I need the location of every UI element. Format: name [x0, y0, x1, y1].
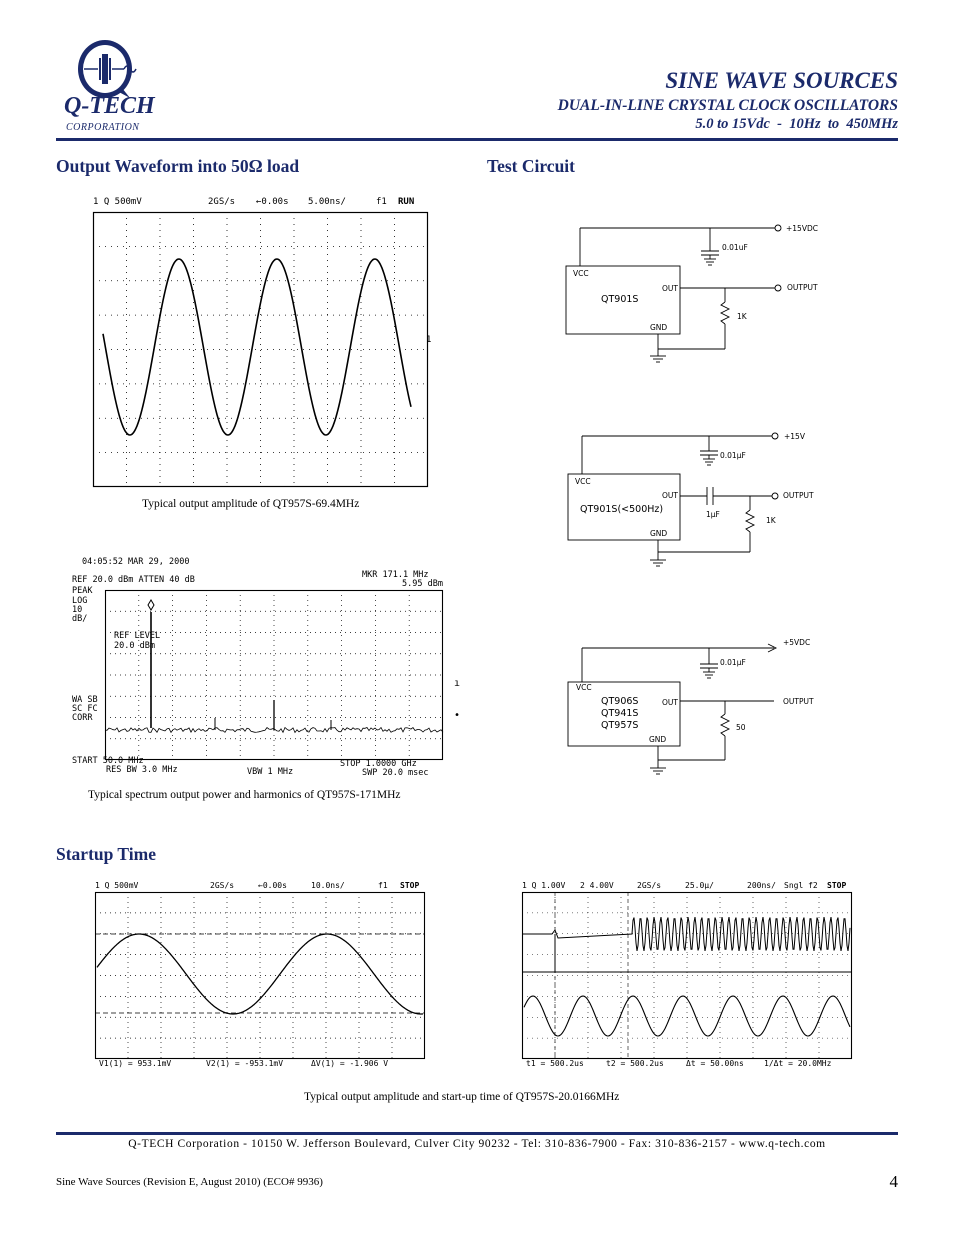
spectrum-start: START 50.0 MHz: [72, 756, 144, 766]
c1-load: 1K: [737, 312, 747, 321]
c1-part: QT901S: [601, 294, 639, 305]
scope3-footer: [526, 1059, 856, 1071]
spectrum-left-3: CORR: [72, 713, 93, 723]
scope1-screen: [93, 212, 428, 487]
scope1-channel: 1 Q 500mV: [93, 197, 142, 207]
c1-capacitor: 0.01uF: [722, 243, 748, 252]
c3-capacitor: 0.01μF: [720, 658, 746, 667]
startup-caption: Typical output amplitude and start-up time of QT957S-20.0166MHz: [304, 1091, 620, 1103]
scope1-marker: 1: [426, 335, 432, 345]
scope3-t1: t1 = 500.2us: [526, 1059, 584, 1068]
scope1-caption: Typical output amplitude of QT957S-69.4MHz: [142, 498, 360, 510]
c2-coupling-cap: 1μF: [706, 510, 720, 519]
logo-emblem-icon: [62, 36, 162, 136]
spectrum-scale: 10: [72, 605, 83, 615]
c3-out: OUT: [662, 698, 678, 707]
test-circuit-1: [560, 218, 860, 368]
spectrum-left-1: WA SB: [72, 695, 98, 705]
logo-brand: Q-TECH: [64, 93, 155, 119]
header-rule: [56, 138, 898, 141]
spectrum-stop: STOP 1.0000 GHz: [340, 759, 417, 769]
spectrum-scale-unit: dB/: [72, 614, 88, 624]
scope1-trigger: f1: [376, 197, 387, 207]
page-number: 4: [889, 1172, 898, 1191]
c1-gnd: GND: [650, 323, 668, 332]
scope2-screen: [95, 892, 425, 1059]
scope3-channel-1: 1 Q 1.00V: [522, 881, 566, 890]
c3-load: 50: [736, 723, 746, 732]
scope3-rate: 2GS/s: [637, 881, 662, 890]
spectrum-time: 04:05:52 MAR 29, 2000: [82, 557, 190, 567]
spectrum-left-2: SC FC: [72, 704, 98, 714]
c1-out: OUT: [662, 284, 678, 293]
c3-supply: +5VDC: [783, 638, 811, 647]
page-spec: 5.0 to 15Vdc - 10Hz to 450MHz: [695, 116, 898, 132]
c3-part-1: QT906S: [601, 696, 639, 707]
spectrum-peak: PEAK: [72, 586, 93, 596]
scope3-t2: t2 = 500.2us: [606, 1059, 664, 1068]
c2-out: OUT: [662, 491, 678, 500]
c2-supply: +15V: [784, 432, 805, 441]
test-circuit-2: [562, 426, 862, 576]
footer-revision: Sine Wave Sources (Revision E, August 2010) (ECO# 9936): [56, 1176, 323, 1188]
scope1-state: RUN: [398, 197, 415, 207]
c1-output: OUTPUT: [787, 283, 818, 292]
logo-corporation: CORPORATION: [66, 122, 140, 133]
spectrum-marker: MKR 171.1 MHz: [362, 570, 429, 580]
scope3-timebase: 200ns/: [747, 881, 776, 890]
c3-output: OUTPUT: [783, 697, 814, 706]
scope1-delay: ←0.00s: [256, 197, 289, 207]
scope3-state: STOP: [827, 881, 847, 890]
scope3-trigger: Sngl f2: [784, 881, 818, 890]
spectrum-ref-level-value: 20.0 dBm: [114, 641, 155, 651]
c1-vcc: VCC: [573, 269, 589, 278]
scope3-screen: [522, 892, 852, 1059]
c3-gnd: GND: [649, 735, 667, 744]
spectrum-resbw: RES BW 3.0 MHz: [106, 765, 178, 775]
scope2-rate: 2GS/s: [210, 881, 235, 890]
scope2-v2: V2(1) = -953.1mV: [206, 1059, 284, 1068]
scope2-dv: ΔV(1) = -1.906 V: [311, 1059, 389, 1068]
scope1-timebase: 5.00ns/: [308, 197, 346, 207]
c2-output: OUTPUT: [783, 491, 814, 500]
spectrum-marker-value: 5.95 dBm: [402, 579, 443, 589]
spectrum-ref: REF 20.0 dBm ATTEN 40 dB: [72, 575, 195, 585]
section-test-circuit: Test Circuit: [487, 156, 575, 176]
c3-part-2: QT941S: [601, 708, 639, 719]
company-logo: [62, 36, 162, 136]
scope3-delay: 25.0μ/: [685, 881, 714, 890]
section-output-waveform: Output Waveform into 50Ω load: [56, 156, 300, 176]
spectrum-log: LOG: [72, 596, 88, 606]
spectrum-vbw: VBW 1 MHz: [247, 767, 294, 777]
c2-part: QT901S(<500Hz): [580, 504, 664, 515]
scope2-state: STOP: [400, 881, 420, 890]
scope3-channel-2: 2 4.00V: [580, 881, 614, 890]
page-subtitle: DUAL-IN-LINE CRYSTAL CLOCK OSCILLATORS: [557, 97, 898, 114]
section-startup-time: Startup Time: [56, 844, 156, 864]
c1-supply: +15VDC: [786, 224, 818, 233]
scope1-rate: 2GS/s: [208, 197, 236, 207]
spectrum-ref-level: REF LEVEL: [114, 631, 161, 641]
c3-vcc: VCC: [576, 683, 592, 692]
scope2-delay: ←0.00s: [258, 881, 287, 890]
scope3-freq: 1/Δt = 20.0MHz: [764, 1059, 832, 1068]
scope2-timebase: 10.0ns/: [311, 881, 345, 890]
c3-part-3: QT957S: [601, 720, 639, 731]
spectrum-edge-mark-1: ı: [454, 678, 461, 689]
footer-address: Q-TECH Corporation - 10150 W. Jefferson Boulevard, Culver City 90232 - Tel: 310-836-7900 - Fax: 310-836-2157 - www.q-tech.com: [128, 1138, 826, 1150]
scope2-trigger: f1: [378, 881, 388, 890]
scope2-footer: [99, 1059, 429, 1071]
spectrum-caption: Typical spectrum output power and harmonics of QT957S-171MHz: [88, 789, 401, 801]
footer-rule: [56, 1132, 898, 1135]
scope1-header: [93, 197, 433, 211]
c2-load: 1K: [766, 516, 776, 525]
c2-gnd: GND: [650, 529, 668, 538]
page-title: SINE WAVE SOURCES: [665, 68, 898, 93]
spectrum-screen: [105, 590, 443, 760]
scope2-channel: 1 Q 500mV: [95, 881, 139, 890]
scope2-v1: V1(1) = 953.1mV: [99, 1059, 172, 1068]
c2-capacitor: 0.01μF: [720, 451, 746, 460]
scope3-dt: Δt = 50.00ns: [686, 1059, 744, 1068]
spectrum-edge-mark-2: •: [454, 710, 461, 721]
c2-vcc: VCC: [575, 477, 591, 486]
spectrum-swp: SWP 20.0 msec: [362, 768, 429, 778]
